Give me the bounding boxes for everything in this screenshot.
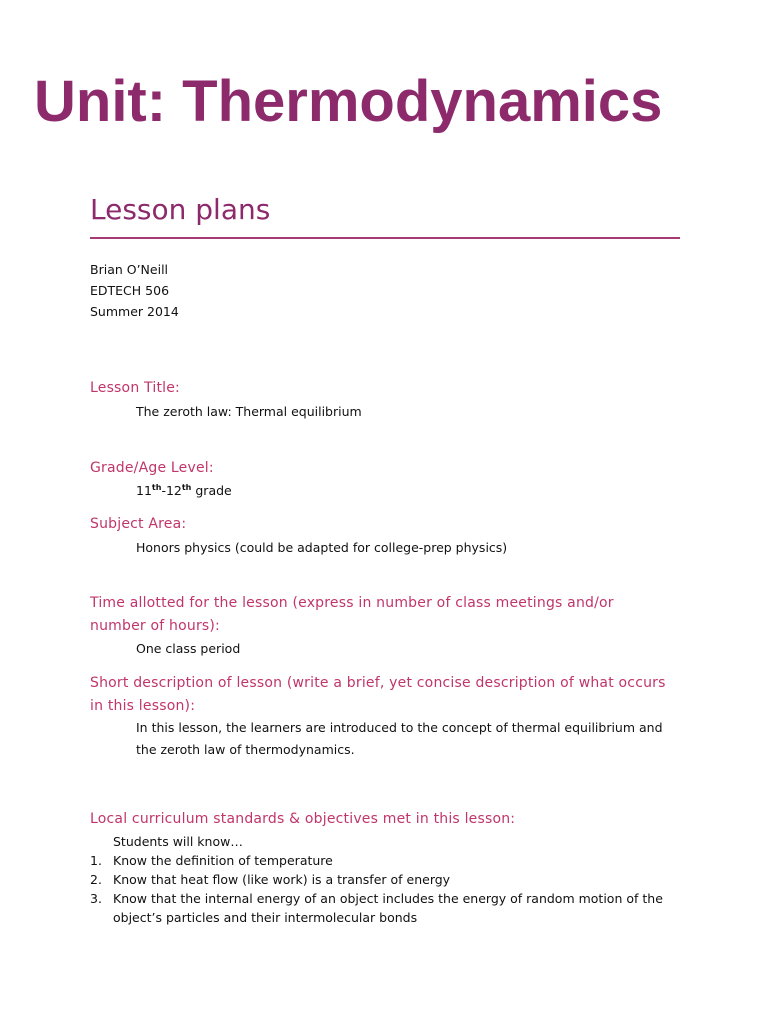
list-item-number: 3. [90, 891, 102, 906]
short-description-label: Short description of lesson (write a brief, yet concise description of what occurs in this lesson): [90, 675, 666, 714]
author-name: Brian O’Neill [90, 262, 169, 277]
unit-title: Unit: Thermodynamics [34, 69, 663, 134]
grade-word: grade [191, 483, 232, 498]
grade-level-label: Grade/Age Level: [90, 460, 214, 476]
list-item-text: Know that the internal energy of an object includes the energy of random motion of the object’s particles and their intermolecular bonds [113, 891, 663, 925]
lesson-title-value: The zeroth law: Thermal equilibrium [136, 404, 362, 419]
grade-end-suffix: th [181, 482, 192, 492]
course-code: EDTECH 506 [90, 283, 170, 298]
grade-end: -12 [161, 483, 182, 498]
list-item [90, 870, 690, 889]
author-info [90, 259, 179, 322]
grade-start: 11 [136, 483, 152, 498]
subject-area-value: Honors physics (could be adapted for college-prep physics) [136, 540, 508, 555]
list-item [90, 851, 690, 870]
lesson-title-label: Lesson Title: [90, 380, 180, 396]
standards-label: Local curriculum standards & objectives met in this lesson: [90, 811, 516, 827]
time-allotted-label: Time allotted for the lesson (express in number of class meetings and/or number of hours): [90, 595, 614, 634]
grade-start-suffix: th [151, 482, 162, 492]
time-allotted-value: One class period [136, 641, 241, 656]
list-item-text: Know that heat flow (like work) is a transfer of energy [113, 872, 451, 887]
objectives-lead: Students will know… [113, 834, 243, 849]
term: Summer 2014 [90, 304, 179, 319]
objectives-list [90, 832, 690, 927]
list-item-number: 1. [90, 853, 102, 868]
subject-area-label: Subject Area: [90, 516, 187, 532]
list-item-text: Know the definition of temperature [113, 853, 333, 868]
list-item [90, 889, 690, 927]
heading-divider [90, 237, 680, 239]
lesson-plans-heading: Lesson plans [90, 193, 271, 226]
grade-level-value [136, 480, 232, 502]
list-item-number: 2. [90, 872, 102, 887]
short-description-value: In this lesson, the learners are introduced to the concept of thermal equilibrium and the zeroth law of thermodynamics. [136, 720, 663, 757]
